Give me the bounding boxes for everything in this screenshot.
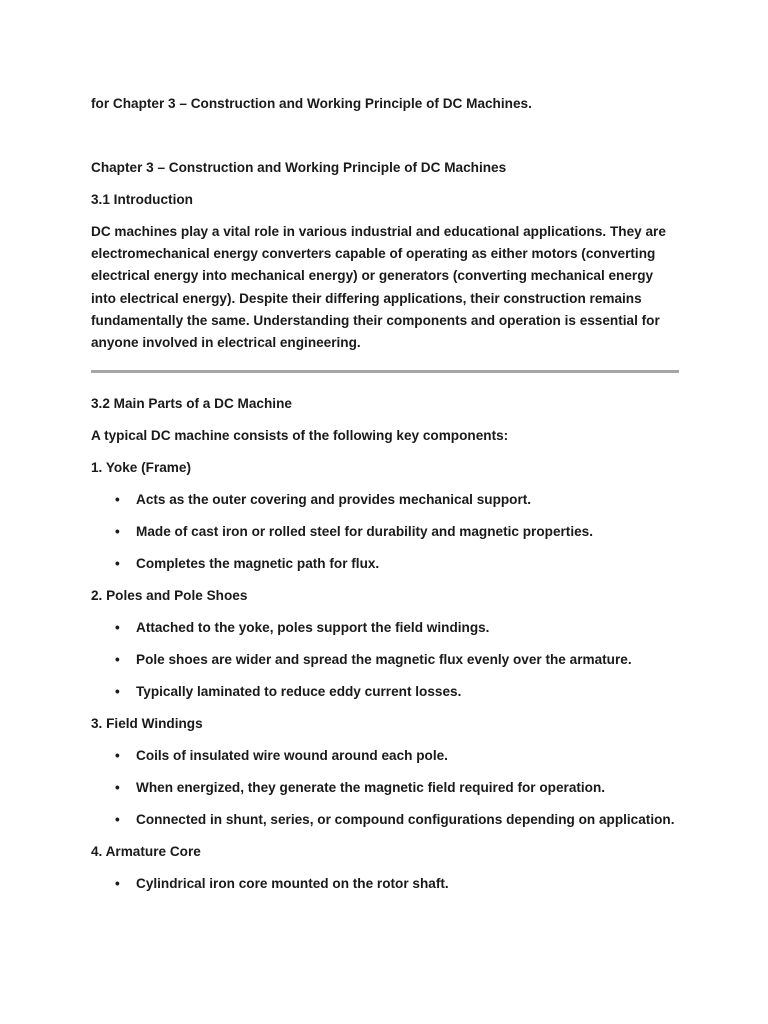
bullet-icon: •: [115, 492, 120, 508]
bullet-list-armature-core: [91, 873, 681, 895]
component-heading-armature-core: 4. Armature Core: [91, 844, 201, 860]
bullet-icon: •: [115, 780, 120, 796]
bullet-icon: •: [115, 748, 120, 764]
component-heading-yoke: 1. Yoke (Frame): [91, 460, 191, 476]
section-heading-introduction: 3.1 Introduction: [91, 192, 193, 207]
list-item: • Cylindrical iron core mounted on the rotor shaft.: [91, 873, 681, 895]
bullet-list-poles: [91, 617, 681, 703]
chapter-title: Chapter 3 – Construction and Working Principle of DC Machines: [91, 160, 507, 175]
component-heading-field-windings: 3. Field Windings: [91, 716, 203, 732]
bullet-list-yoke: [91, 489, 681, 575]
bullet-icon: •: [115, 812, 120, 828]
horizontal-rule: [91, 370, 679, 373]
component-heading-poles: 2. Poles and Pole Shoes: [91, 588, 248, 604]
bullet-icon: •: [115, 524, 120, 540]
list-item: • Completes the magnetic path for flux.: [91, 553, 681, 575]
bullet-icon: •: [115, 876, 120, 892]
bullet-icon: •: [115, 556, 120, 572]
list-item: • Connected in shunt, series, or compound configurations depending on application.: [91, 809, 681, 831]
intro-line: for Chapter 3 – Construction and Working Principle of DC Machines.: [91, 96, 532, 111]
list-item: • Coils of insulated wire wound around each pole.: [91, 745, 681, 767]
bullet-icon: •: [115, 620, 120, 636]
bullet-list-field-windings: [91, 745, 681, 831]
list-item: • When energized, they generate the magnetic field required for operation.: [91, 777, 681, 799]
bullet-icon: •: [115, 684, 120, 700]
main-parts-lead: A typical DC machine consists of the following key components:: [91, 428, 509, 444]
list-item: • Made of cast iron or rolled steel for durability and magnetic properties.: [91, 521, 681, 543]
list-item: • Attached to the yoke, poles support the field windings.: [91, 617, 681, 639]
list-item: • Acts as the outer covering and provides mechanical support.: [91, 489, 681, 511]
list-item: • Pole shoes are wider and spread the magnetic flux evenly over the armature.: [91, 649, 681, 671]
bullet-icon: •: [115, 652, 120, 668]
list-item: • Typically laminated to reduce eddy current losses.: [91, 681, 681, 703]
document-page: [91, 93, 681, 905]
introduction-paragraph: DC machines play a vital role in various industrial and educational applications. They are electromechanical energy converters capable of operating as either motors (converting electrical energy into mechanical energy) or generators (converting mechanical energy into electrical energy). Despite their differing applications, their construction remains fundamentally the same. Understanding their components and operation is essential for anyone involved in electrical engineering.: [91, 224, 666, 351]
section-heading-main-parts: 3.2 Main Parts of a DC Machine: [91, 396, 292, 412]
